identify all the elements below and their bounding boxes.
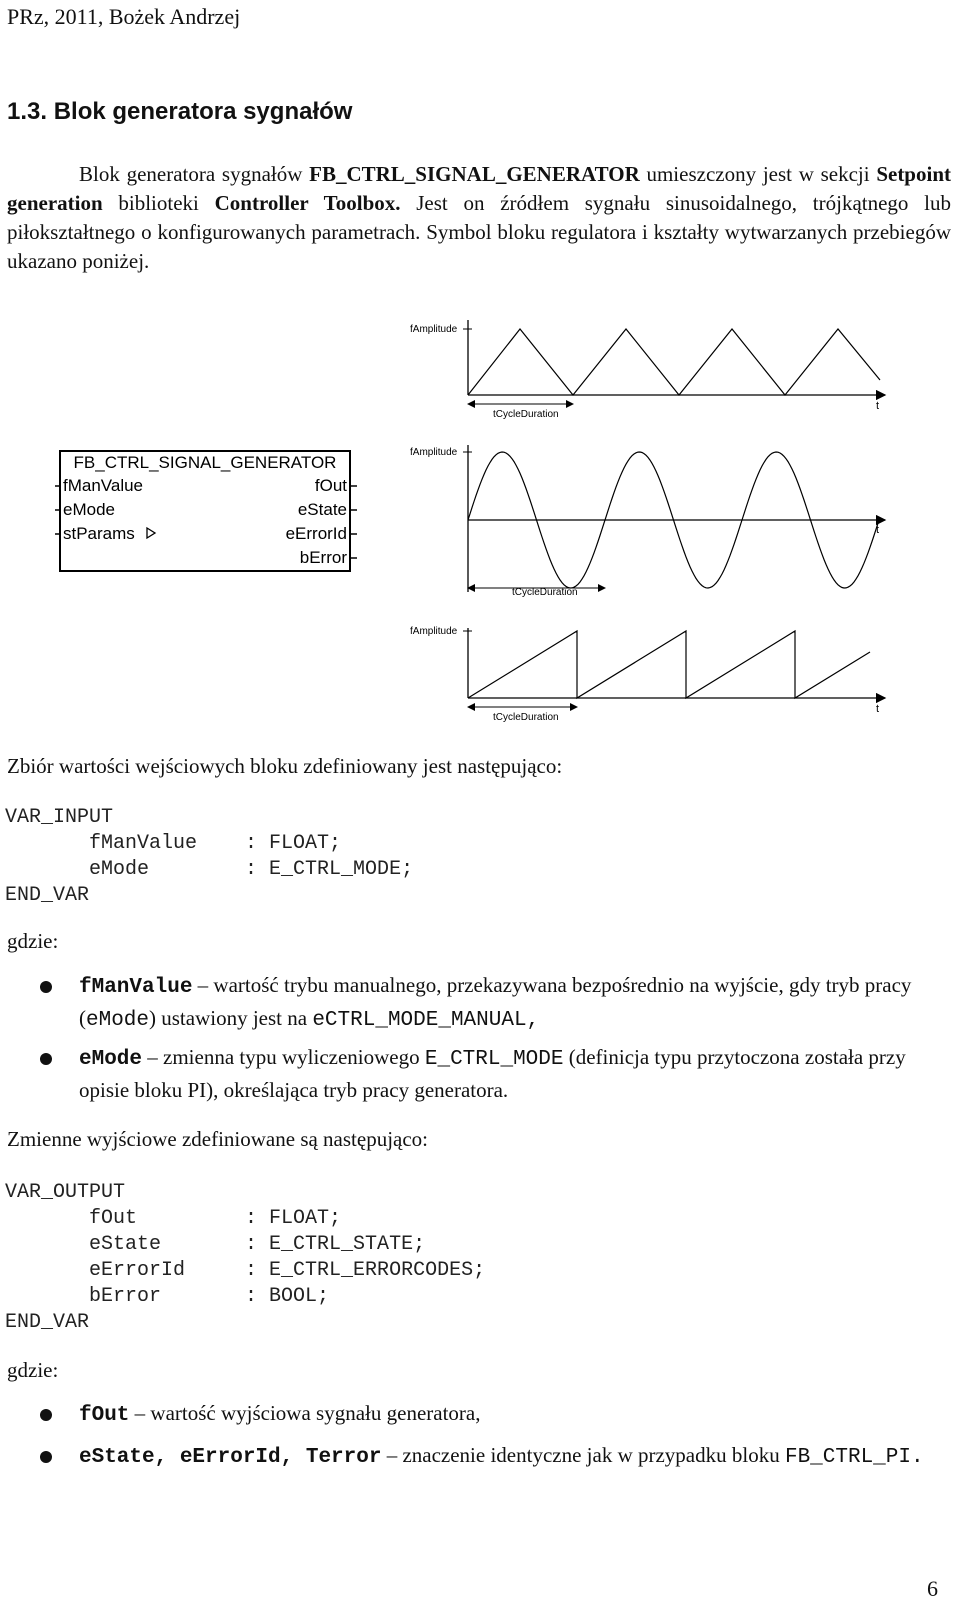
svg-text:tCycleDuration: tCycleDuration [493, 712, 559, 723]
output-desc-estate: eState, eErrorId, Terror – znaczenie identyczne jak w przypadku bloku FB_CTRL_PI. [79, 1443, 924, 1469]
waveform-diagrams [400, 310, 920, 740]
output-desc-fout: fOut – wartość wyjściowa sygnału generatora, [79, 1401, 481, 1427]
bullet-dot [40, 1053, 52, 1065]
bullet-dot [40, 1451, 52, 1463]
svg-text:tCycleDuration: tCycleDuration [512, 587, 578, 598]
block-input-fmanvalue: fManValue [63, 476, 144, 495]
svg-text:fAmplitude: fAmplitude [410, 447, 458, 458]
svg-text:fAmplitude: fAmplitude [410, 626, 458, 637]
block-output-eerrorid: eErrorId [285, 524, 347, 543]
sine-waveform [410, 445, 885, 598]
outputs-intro: Zmienne wyjściowe zdefiniowane są następująco: [7, 1127, 429, 1151]
block-input-emode: eMode [63, 500, 115, 519]
triangle-waveform [410, 320, 885, 420]
output-code-block: VAR_OUTPUT fOut : FLOAT; eState : E_CTRL_STATE; eErrorId : E_CTRL_ERRORCODES; bError : BOOL; END_VAR [5, 1181, 486, 1334]
svg-text:t: t [876, 524, 880, 536]
block-input-stparams: stParams [63, 524, 135, 543]
where-label-1: gdzie: [7, 929, 59, 953]
function-block-diagram [55, 448, 365, 578]
svg-text:t: t [876, 703, 880, 715]
section-title: 1.3. Blok generatora sygnałów [7, 98, 353, 125]
input-desc-fmanvalue: fManValue – wartość trybu manualnego, przekazywana bezpośrednio na wyjście, gdy tryb pracy (eMode) ustawiony jest na eCTRL_MODE_MANUAL, [79, 973, 912, 1032]
inputs-intro: Zbiór wartości wejściowych bloku zdefiniowany jest następująco: [7, 754, 563, 778]
where-label-2: gdzie: [7, 1358, 59, 1382]
svg-text:fAmplitude: fAmplitude [410, 324, 458, 335]
intro-paragraph: Blok generatora sygnałów FB_CTRL_SIGNAL_GENERATOR umieszczony jest w sekcji Setpoint generation biblioteki Controller Toolbox. Jest on źródłem sygnału sinusoidalnego, trójkątnego lub piłokształtnego o konfigurowanych parametrach. Symbol bloku regulatora i kształty wytwarzanych przebiegów ukazano poniżej. [7, 162, 951, 273]
bullet-dot [40, 981, 52, 993]
block-output-berror: bError [299, 548, 347, 567]
block-output-estate: eState [297, 500, 347, 519]
section-name: Setpoint generation [7, 162, 951, 215]
sawtooth-waveform [410, 626, 885, 723]
bullet-dot [40, 1409, 52, 1421]
library-name: Controller Toolbox. [214, 191, 401, 215]
block-output-fout: fOut [314, 476, 347, 495]
block-title: FB_CTRL_SIGNAL_GENERATOR [73, 453, 337, 472]
block-name: FB_CTRL_SIGNAL_GENERATOR [309, 162, 640, 186]
page-number: 6 [927, 1576, 938, 1601]
svg-text:t: t [876, 400, 880, 412]
svg-text:tCycleDuration: tCycleDuration [493, 409, 559, 420]
input-code-block: VAR_INPUT fManValue : FLOAT; eMode : E_CTRL_MODE; END_VAR [5, 806, 414, 907]
page-header: PRz, 2011, Bożek Andrzej [7, 4, 241, 29]
input-desc-emode: eMode – zmienna typu wyliczeniowego E_CTRL_MODE (definicja typu przytoczona została przy opisie bloku PI), określająca tryb pracy generatora. [79, 1045, 906, 1102]
